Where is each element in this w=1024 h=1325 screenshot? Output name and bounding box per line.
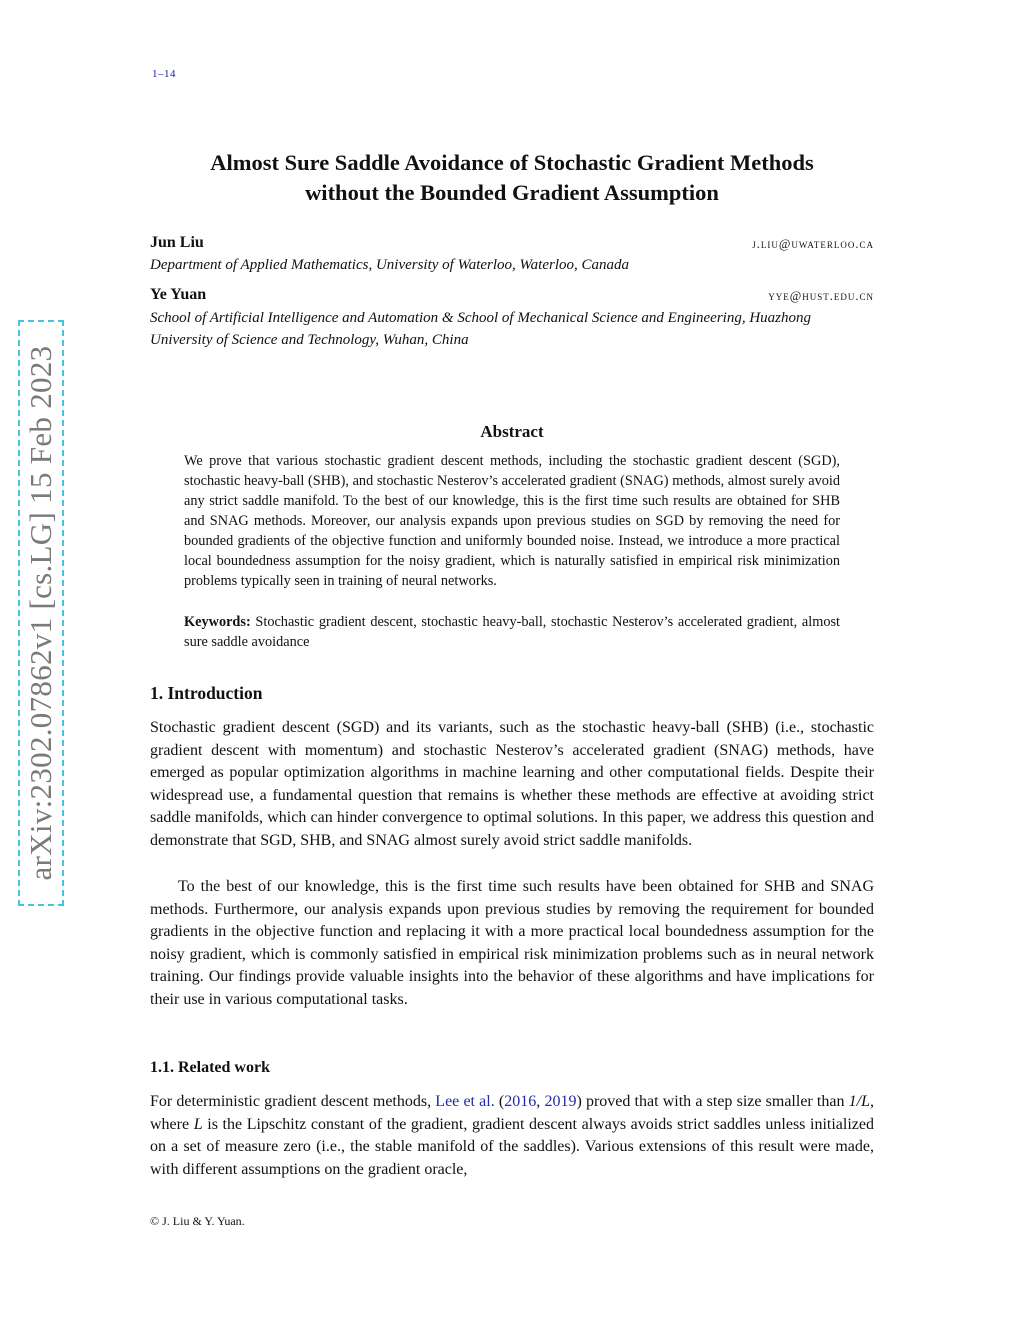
related-text-mid-1: ) proved that with a step size smaller than [576, 1093, 849, 1110]
title-line-2: without the Bounded Gradient Assumption [305, 180, 719, 205]
author-affiliation-2: School of Artificial Intelligence and Automation & School of Mechanical Science and Engineering, Huazhong University of Science and Technology, Wuhan, China [150, 310, 811, 348]
abstract-heading: Abstract [480, 422, 544, 441]
arxiv-identifier[interactable]: arXiv:2302.07862v1 [cs.LG] 15 Feb 2023 [23, 345, 58, 881]
page-range: 1–14 [152, 68, 176, 80]
author-email-2[interactable]: yye@hust.edu.cn [768, 289, 874, 303]
citation-year-2019[interactable]: 2019 [544, 1093, 577, 1110]
related-text-mid-2: , where [150, 1093, 875, 1133]
copyright-notice: © J. Liu & Y. Yuan. [150, 1214, 245, 1228]
author-email-1[interactable]: j.liu@uwaterloo.ca [752, 237, 874, 251]
keywords-label: Keywords: [184, 614, 251, 630]
related-text-rest: is the Lipschitz constant of the gradient, gradient descent always avoids strict saddles unless initialized on a set of measure zero (i.e., the stable manifold of the saddles). Various extensions of this result were made, with different assumptions on the gradient oracle, [150, 1115, 875, 1178]
intro-paragraph-1: Stochastic gradient descent (SGD) and its variants, such as the stochastic heavy-ball (SHB) (i.e., stochastic gradient descent with momentum) and stochastic Nesterov’s accelerated gradient (SNAG) methods, have emerged as popular optimization algorithms in machine learning and other computational fields. Despite their widespread use, a fundamental question that remains is whether these methods are effective at avoiding strict saddle manifolds, which can hinder convergence to optimal solutions. In this paper, we address this question and demonstrate that SGD, SHB, and SNAG almost surely avoid strict saddle manifolds. [150, 719, 874, 849]
math-lipschitz-constant: L [193, 1115, 203, 1133]
related-comma: , [536, 1093, 545, 1110]
keywords [184, 612, 840, 652]
author-name-2: Ye Yuan [150, 286, 207, 303]
subsection-related-work-heading: 1.1. Related work [150, 1059, 270, 1076]
abstract-body: We prove that various stochastic gradient descent methods, including the stochastic gradient descent (SGD), stochastic heavy-ball (SHB), and stochastic Nesterov’s accelerated gradient (SNAG) methods, almost surely avoid any strict saddle manifold. To the best of our knowledge, this is the first time such results are obtained for SHB and SNAG methods. Moreover, our analysis expands upon previous studies on SGD by removing the need for bounded gradients of the objective function and uniformly bounded noise. Instead, we introduce a more practical local boundedness assumption for the noisy gradient, which is naturally satisfied in empirical risk minimization problems typically seen in training of neural networks. [184, 453, 840, 589]
title-line-1: Almost Sure Saddle Avoidance of Stochastic Gradient Methods [210, 150, 814, 175]
section-introduction-heading: 1. Introduction [150, 683, 263, 703]
related-text-intro: For deterministic gradient descent methods, [150, 1093, 436, 1110]
keywords-text: Stochastic gradient descent, stochastic heavy-ball, stochastic Nesterov’s accelerated gradient, almost sure saddle avoidance [184, 614, 841, 650]
citation-lee-et-al[interactable]: Lee et al. [435, 1093, 495, 1110]
related-open-paren: ( [494, 1093, 505, 1110]
intro-paragraph-2: To the best of our knowledge, this is the first time such results have been obtained for SHB and SNAG methods. Furthermore, our analysis expands upon previous studies by removing the requirement for bounded gradients in the objective function and replacing it with a more practical local boundedness assumption for the noisy gradient, which is commonly satisfied in empirical risk minimization problems such as in neural network training. Our findings provide valuable insights into the behavior of these algorithms and have implications for their use in various computational tasks. [150, 878, 874, 1008]
math-step-size: 1/L [848, 1093, 871, 1110]
author-affiliation-1: Department of Applied Mathematics, University of Waterloo, Waterloo, Canada [150, 257, 629, 273]
author-name-1: Jun Liu [150, 234, 204, 251]
citation-year-2016[interactable]: 2016 [504, 1093, 537, 1110]
paper-title [150, 148, 874, 208]
related-work-paragraph [150, 1091, 874, 1181]
